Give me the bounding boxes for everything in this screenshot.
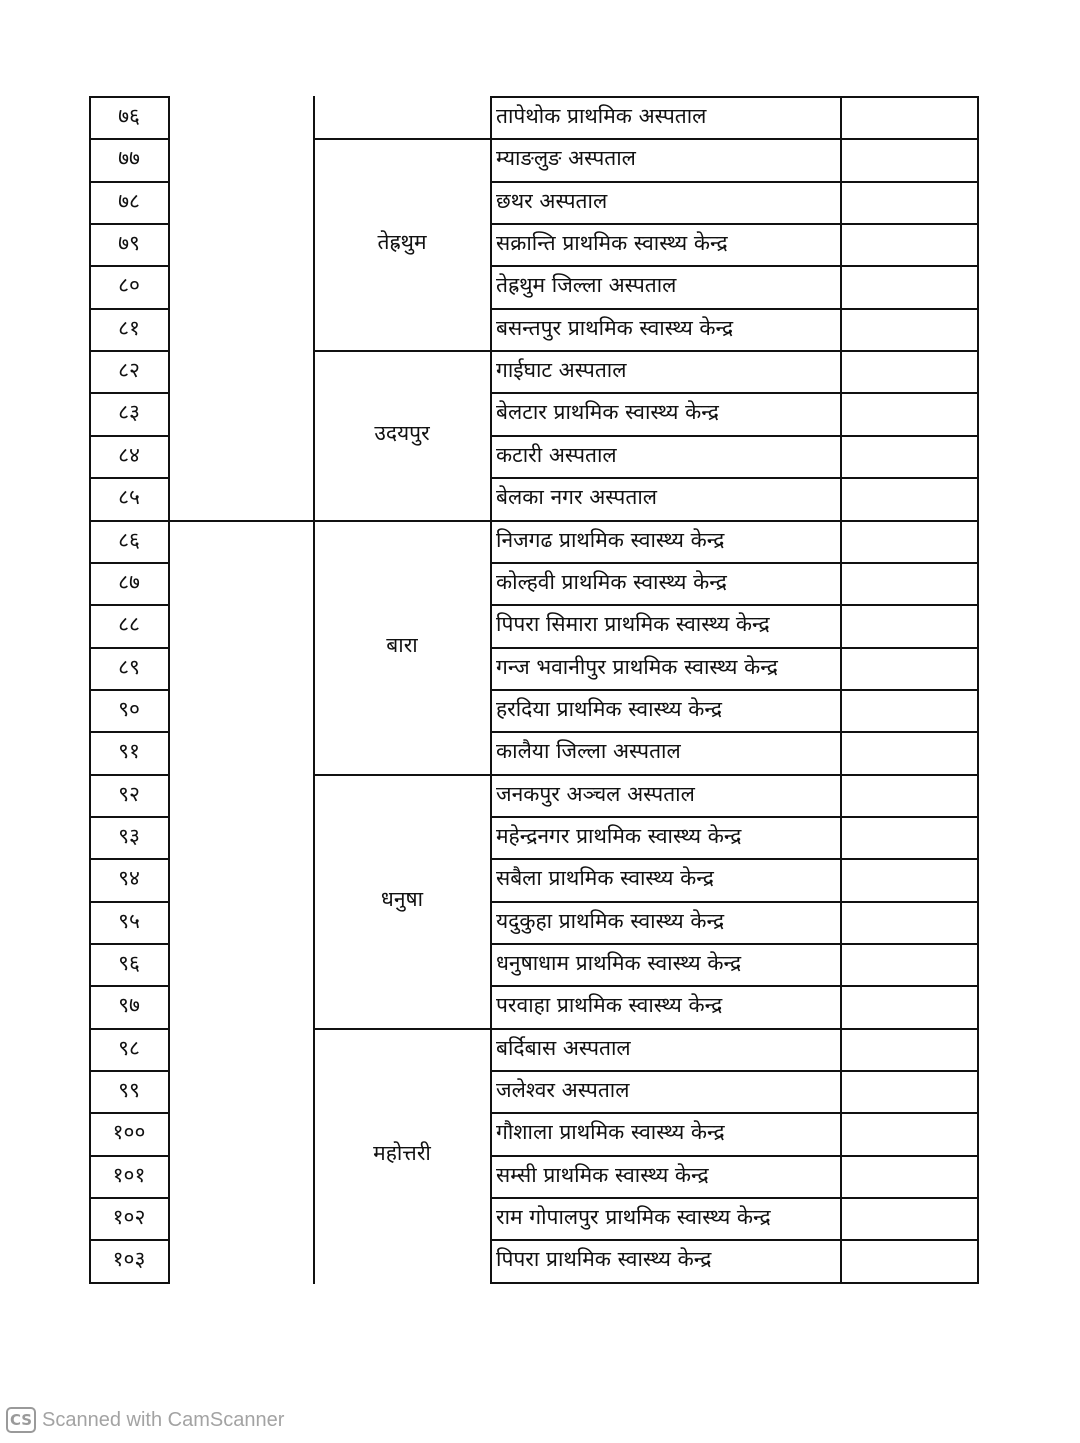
hospital-name: बेलका नगर अस्पताल bbox=[496, 485, 658, 510]
serial-number: ९७ bbox=[118, 993, 140, 1018]
district-name: उदयपुर bbox=[374, 420, 430, 445]
hospital-name: छथर अस्पताल bbox=[496, 188, 608, 213]
serial-number: ९९ bbox=[118, 1078, 140, 1103]
serial-number: ८३ bbox=[118, 400, 140, 425]
table-bottom-border-sn bbox=[89, 1282, 170, 1284]
serial-number: १०० bbox=[112, 1120, 146, 1145]
district-name: धनुषा bbox=[380, 886, 424, 911]
hospital-name: पिपरा प्राथमिक स्वास्थ्य केन्द्र bbox=[496, 1247, 712, 1272]
watermark-text: Scanned with CamScanner bbox=[42, 1408, 285, 1431]
serial-number: १०२ bbox=[112, 1205, 146, 1230]
vertical-rule-col2 bbox=[313, 96, 315, 1284]
serial-number: ८० bbox=[118, 273, 140, 298]
hospital-name: गाईघाट अस्पताल bbox=[496, 358, 627, 383]
camscanner-logo-icon: CS bbox=[6, 1407, 36, 1433]
district-name: बारा bbox=[386, 632, 418, 657]
hospital-name: पिपरा सिमारा प्राथमिक स्वास्थ्य केन्द्र bbox=[496, 612, 770, 637]
serial-number: ७८ bbox=[118, 188, 140, 213]
serial-number: ९४ bbox=[118, 866, 140, 891]
serial-number: ८८ bbox=[118, 612, 140, 637]
serial-number: ९३ bbox=[118, 823, 140, 848]
hospital-name: जनकपुर अञ्चल अस्पताल bbox=[496, 781, 695, 806]
serial-number: ८७ bbox=[118, 569, 140, 594]
district-rule bbox=[313, 774, 492, 776]
hospital-name: बर्दिबास अस्पताल bbox=[496, 1035, 631, 1060]
district-name: महोत्तरी bbox=[373, 1140, 431, 1165]
serial-number: ८५ bbox=[118, 485, 140, 510]
district-rule bbox=[313, 1028, 492, 1030]
serial-number: ९८ bbox=[118, 1035, 140, 1060]
hospital-name: सक्रान्ति प्राथमिक स्वास्थ्य केन्द्र bbox=[496, 231, 728, 256]
hospital-name: कटारी अस्पताल bbox=[496, 442, 617, 467]
serial-number: ९६ bbox=[118, 951, 140, 975]
table-bottom-border-hospital bbox=[490, 1282, 979, 1284]
hospital-name: गन्ज भवानीपुर प्राथमिक स्वास्थ्य केन्द्र bbox=[496, 654, 778, 679]
hospital-name: तापेथोक प्राथमिक अस्पताल bbox=[496, 104, 707, 128]
hospital-name: यदुकुहा प्राथमिक स्वास्थ्य केन्द्र bbox=[496, 908, 725, 933]
district-name: तेह्रथुम bbox=[377, 230, 427, 255]
serial-number: १०३ bbox=[112, 1247, 146, 1272]
serial-number: ९१ bbox=[118, 739, 140, 764]
serial-number: ८६ bbox=[118, 527, 140, 552]
camscanner-watermark bbox=[6, 1405, 284, 1435]
serial-number: ७७ bbox=[118, 146, 140, 171]
province-group-rule bbox=[168, 520, 315, 522]
hospital-name: गौशाला प्राथमिक स्वास्थ्य केन्द्र bbox=[496, 1120, 725, 1145]
serial-number: ८४ bbox=[118, 442, 140, 467]
serial-number: ७६ bbox=[118, 104, 140, 128]
serial-number: ९० bbox=[118, 696, 140, 721]
hospital-name: तेह्रथुम जिल्ला अस्पताल bbox=[496, 273, 677, 298]
hospital-name: हरदिया प्राथमिक स्वास्थ्य केन्द्र bbox=[496, 696, 722, 721]
hospital-name: सबैला प्राथमिक स्वास्थ्य केन्द्र bbox=[496, 866, 714, 891]
serial-number: ७९ bbox=[118, 231, 140, 256]
hospital-name: कोल्हवी प्राथमिक स्वास्थ्य केन्द्र bbox=[496, 569, 727, 594]
serial-number: ८२ bbox=[118, 358, 140, 383]
district-rule bbox=[313, 520, 492, 522]
hospital-name: बेलटार प्राथमिक स्वास्थ्य केन्द्र bbox=[496, 400, 719, 425]
district-rule bbox=[313, 138, 492, 140]
hospital-name: महेन्द्रनगर प्राथमिक स्वास्थ्य केन्द्र bbox=[496, 823, 742, 848]
hospital-name: कालैया जिल्ला अस्पताल bbox=[496, 739, 681, 764]
hospital-name: सम्सी प्राथमिक स्वास्थ्य केन्द्र bbox=[496, 1162, 709, 1187]
hospital-name: म्याङलुङ अस्पताल bbox=[496, 146, 636, 171]
hospital-name: धनुषाधाम प्राथमिक स्वास्थ्य केन्द्र bbox=[496, 951, 742, 975]
district-rule bbox=[313, 350, 492, 352]
serial-number: १०१ bbox=[112, 1162, 146, 1187]
hospital-name: जलेश्वर अस्पताल bbox=[496, 1078, 630, 1103]
serial-number: ९५ bbox=[118, 908, 140, 933]
hospital-name: परवाहा प्राथमिक स्वास्थ्य केन्द्र bbox=[496, 993, 723, 1018]
serial-number: ९२ bbox=[118, 781, 140, 806]
serial-number: ८९ bbox=[118, 654, 140, 679]
serial-number: ८१ bbox=[118, 315, 140, 340]
hospital-name: बसन्तपुर प्राथमिक स्वास्थ्य केन्द्र bbox=[496, 315, 734, 340]
hospital-name: निजगढ प्राथमिक स्वास्थ्य केन्द्र bbox=[496, 527, 725, 552]
hospital-name: राम गोपालपुर प्राथमिक स्वास्थ्य केन्द्र bbox=[496, 1205, 771, 1230]
